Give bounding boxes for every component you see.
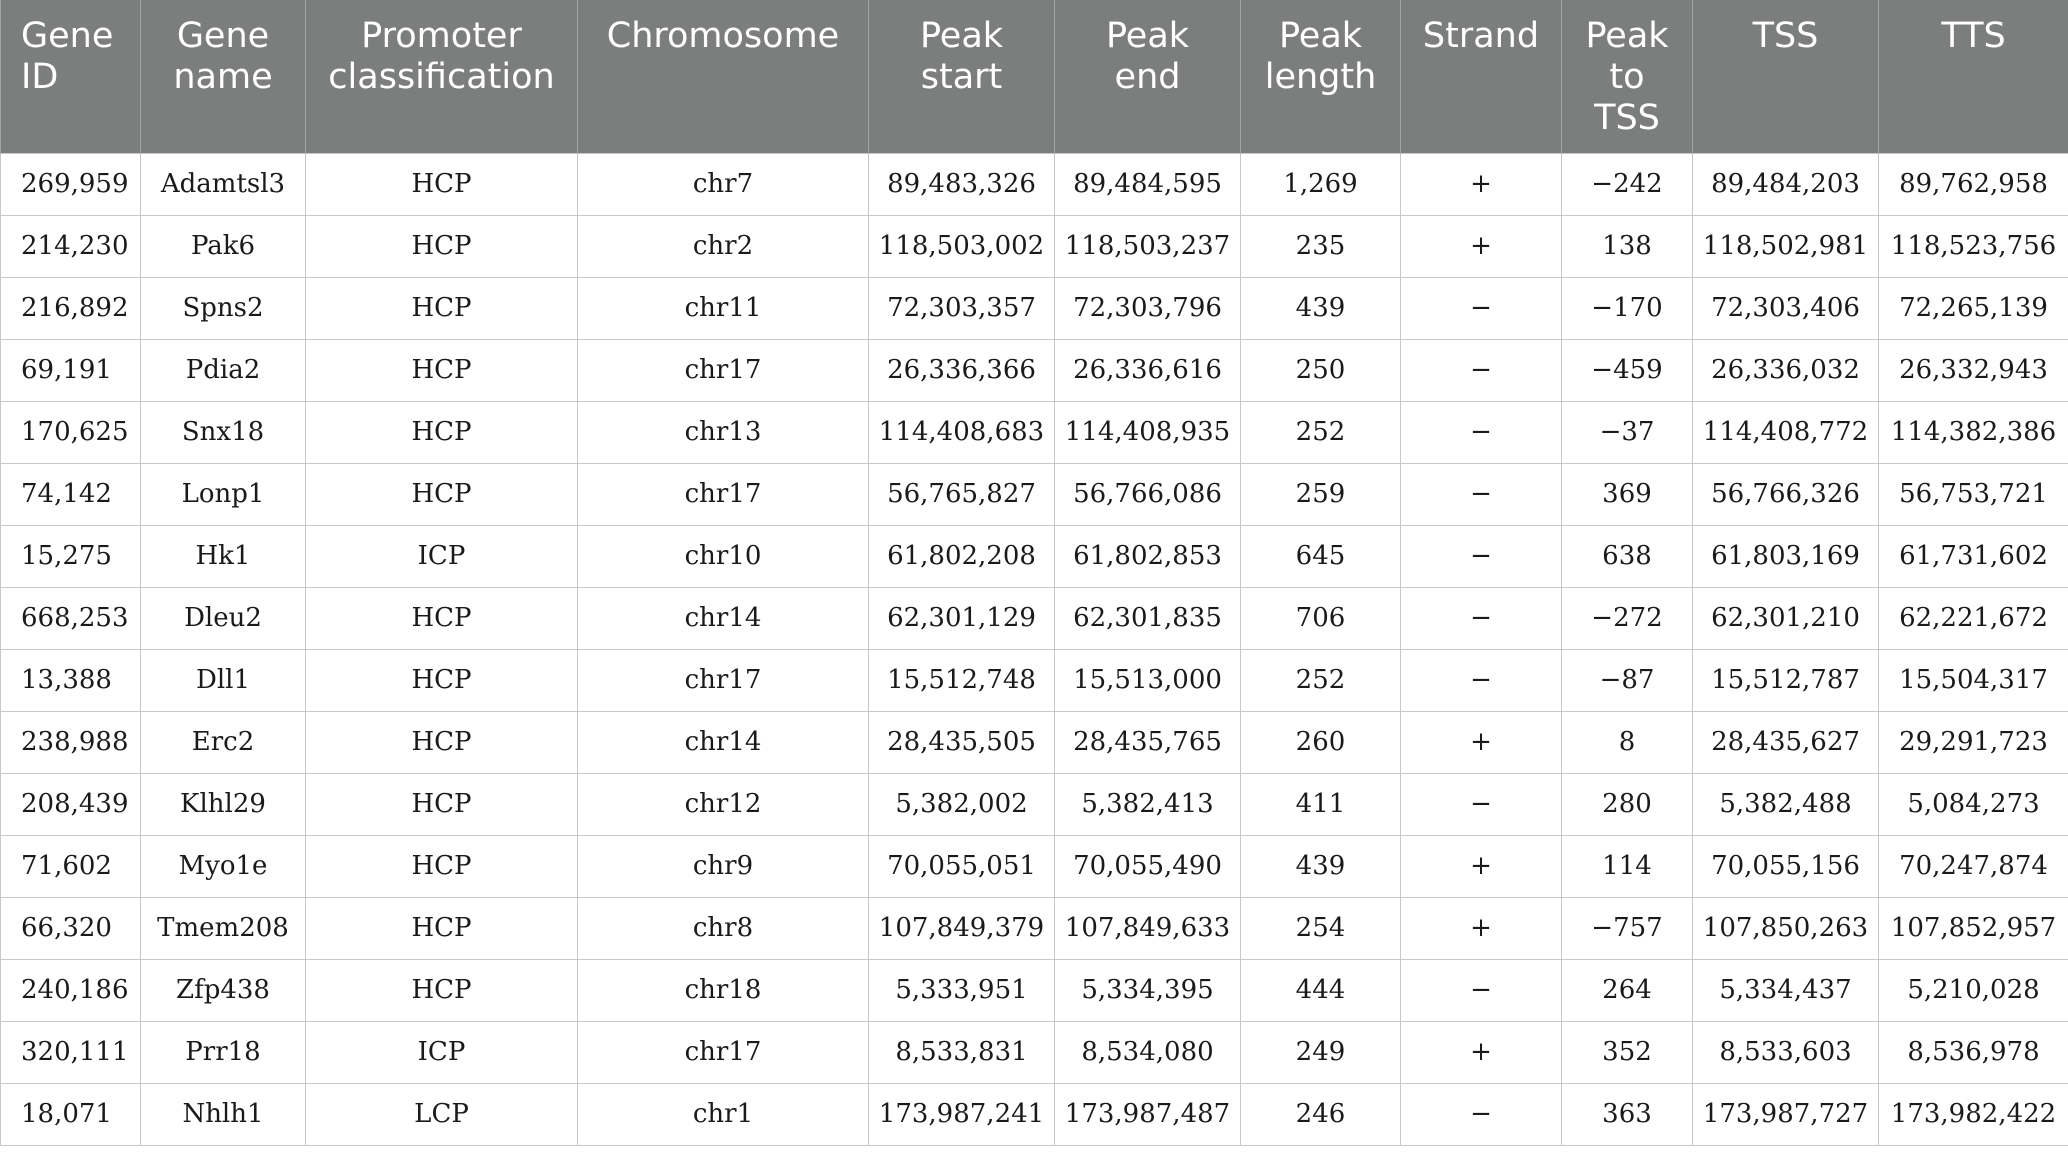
- cell-tss: 8,533,603: [1693, 1021, 1879, 1083]
- cell-peak-to-tss: 138: [1562, 215, 1693, 277]
- cell-strand: −: [1401, 339, 1562, 401]
- cell-tss: 5,382,488: [1693, 773, 1879, 835]
- cell-gene-name: Spns2: [141, 277, 306, 339]
- cell-tss: 118,502,981: [1693, 215, 1879, 277]
- cell-peak-end: 56,766,086: [1055, 463, 1241, 525]
- cell-gene-name: Lonp1: [141, 463, 306, 525]
- cell-peak-length: 252: [1241, 401, 1401, 463]
- cell-peak-start: 61,802,208: [869, 525, 1055, 587]
- cell-promoter-classification: HCP: [306, 649, 578, 711]
- cell-chromosome: chr18: [578, 959, 869, 1021]
- cell-peak-to-tss: 369: [1562, 463, 1693, 525]
- cell-gene-id: 66,320: [1, 897, 141, 959]
- cell-peak-length: 259: [1241, 463, 1401, 525]
- cell-chromosome: chr2: [578, 215, 869, 277]
- cell-gene-id: 320,111: [1, 1021, 141, 1083]
- cell-tss: 72,303,406: [1693, 277, 1879, 339]
- table-row: [1, 525, 2068, 587]
- cell-promoter-classification: HCP: [306, 215, 578, 277]
- cell-gene-name: Adamtsl3: [141, 153, 306, 215]
- table-row: [1, 463, 2068, 525]
- cell-gene-id: 74,142: [1, 463, 141, 525]
- col-header-chromosome: Chromosome: [578, 0, 869, 153]
- cell-chromosome: chr17: [578, 649, 869, 711]
- cell-promoter-classification: HCP: [306, 463, 578, 525]
- cell-promoter-classification: HCP: [306, 153, 578, 215]
- cell-gene-id: 15,275: [1, 525, 141, 587]
- cell-promoter-classification: HCP: [306, 401, 578, 463]
- cell-peak-to-tss: −37: [1562, 401, 1693, 463]
- cell-peak-length: 252: [1241, 649, 1401, 711]
- cell-peak-length: 235: [1241, 215, 1401, 277]
- cell-promoter-classification: HCP: [306, 587, 578, 649]
- cell-chromosome: chr1: [578, 1083, 869, 1145]
- cell-strand: −: [1401, 525, 1562, 587]
- cell-tss: 89,484,203: [1693, 153, 1879, 215]
- cell-gene-name: Hk1: [141, 525, 306, 587]
- cell-strand: +: [1401, 711, 1562, 773]
- cell-tts: 107,852,957: [1879, 897, 2068, 959]
- cell-chromosome: chr7: [578, 153, 869, 215]
- cell-strand: −: [1401, 649, 1562, 711]
- table-row: [1, 835, 2068, 897]
- cell-strand: −: [1401, 277, 1562, 339]
- cell-peak-length: 706: [1241, 587, 1401, 649]
- table-row: [1, 153, 2068, 215]
- cell-peak-to-tss: −459: [1562, 339, 1693, 401]
- cell-peak-end: 118,503,237: [1055, 215, 1241, 277]
- cell-tss: 114,408,772: [1693, 401, 1879, 463]
- cell-peak-to-tss: 8: [1562, 711, 1693, 773]
- cell-tss: 28,435,627: [1693, 711, 1879, 773]
- cell-peak-length: 439: [1241, 835, 1401, 897]
- cell-peak-length: 260: [1241, 711, 1401, 773]
- col-header-peak-end: Peak end: [1055, 0, 1241, 153]
- table-row: [1, 1083, 2068, 1145]
- cell-peak-end: 5,382,413: [1055, 773, 1241, 835]
- cell-chromosome: chr17: [578, 1021, 869, 1083]
- cell-peak-length: 1,269: [1241, 153, 1401, 215]
- cell-peak-to-tss: 638: [1562, 525, 1693, 587]
- cell-promoter-classification: HCP: [306, 897, 578, 959]
- table-row: [1, 1021, 2068, 1083]
- cell-gene-name: Erc2: [141, 711, 306, 773]
- cell-peak-end: 72,303,796: [1055, 277, 1241, 339]
- cell-tts: 5,084,273: [1879, 773, 2068, 835]
- table-row: [1, 401, 2068, 463]
- col-header-gene-id: Gene ID: [1, 0, 141, 153]
- cell-tts: 8,536,978: [1879, 1021, 2068, 1083]
- cell-peak-end: 114,408,935: [1055, 401, 1241, 463]
- cell-tss: 56,766,326: [1693, 463, 1879, 525]
- cell-strand: +: [1401, 215, 1562, 277]
- cell-gene-id: 208,439: [1, 773, 141, 835]
- cell-chromosome: chr8: [578, 897, 869, 959]
- col-header-strand: Strand: [1401, 0, 1562, 153]
- cell-peak-start: 15,512,748: [869, 649, 1055, 711]
- cell-peak-to-tss: −242: [1562, 153, 1693, 215]
- cell-peak-end: 61,802,853: [1055, 525, 1241, 587]
- cell-strand: −: [1401, 1083, 1562, 1145]
- cell-tss: 70,055,156: [1693, 835, 1879, 897]
- cell-strand: −: [1401, 401, 1562, 463]
- cell-chromosome: chr14: [578, 587, 869, 649]
- table-row: [1, 773, 2068, 835]
- cell-peak-start: 89,483,326: [869, 153, 1055, 215]
- cell-promoter-classification: ICP: [306, 525, 578, 587]
- cell-tss: 62,301,210: [1693, 587, 1879, 649]
- cell-gene-name: Tmem208: [141, 897, 306, 959]
- cell-tts: 114,382,386: [1879, 401, 2068, 463]
- cell-gene-name: Dll1: [141, 649, 306, 711]
- cell-peak-start: 118,503,002: [869, 215, 1055, 277]
- cell-tss: 107,850,263: [1693, 897, 1879, 959]
- col-header-peak-length: Peak length: [1241, 0, 1401, 153]
- cell-gene-name: Pak6: [141, 215, 306, 277]
- cell-chromosome: chr10: [578, 525, 869, 587]
- cell-tss: 15,512,787: [1693, 649, 1879, 711]
- cell-tts: 5,210,028: [1879, 959, 2068, 1021]
- cell-gene-name: Prr18: [141, 1021, 306, 1083]
- cell-peak-start: 56,765,827: [869, 463, 1055, 525]
- cell-chromosome: chr13: [578, 401, 869, 463]
- cell-tss: 5,334,437: [1693, 959, 1879, 1021]
- cell-strand: +: [1401, 897, 1562, 959]
- cell-tts: 70,247,874: [1879, 835, 2068, 897]
- cell-peak-to-tss: 352: [1562, 1021, 1693, 1083]
- cell-promoter-classification: ICP: [306, 1021, 578, 1083]
- cell-peak-end: 70,055,490: [1055, 835, 1241, 897]
- cell-gene-name: Dleu2: [141, 587, 306, 649]
- table-body: [1, 153, 2068, 1145]
- cell-tts: 72,265,139: [1879, 277, 2068, 339]
- cell-peak-end: 8,534,080: [1055, 1021, 1241, 1083]
- cell-peak-length: 444: [1241, 959, 1401, 1021]
- cell-promoter-classification: HCP: [306, 773, 578, 835]
- table-row: [1, 277, 2068, 339]
- cell-gene-id: 668,253: [1, 587, 141, 649]
- cell-peak-end: 107,849,633: [1055, 897, 1241, 959]
- table-row: [1, 215, 2068, 277]
- cell-peak-length: 645: [1241, 525, 1401, 587]
- cell-strand: +: [1401, 153, 1562, 215]
- cell-peak-length: 439: [1241, 277, 1401, 339]
- cell-chromosome: chr14: [578, 711, 869, 773]
- table-row: [1, 959, 2068, 1021]
- cell-peak-end: 28,435,765: [1055, 711, 1241, 773]
- col-header-tts: TTS: [1879, 0, 2068, 153]
- cell-strand: +: [1401, 1021, 1562, 1083]
- cell-peak-end: 15,513,000: [1055, 649, 1241, 711]
- cell-gene-id: 71,602: [1, 835, 141, 897]
- cell-peak-start: 107,849,379: [869, 897, 1055, 959]
- cell-gene-id: 170,625: [1, 401, 141, 463]
- cell-chromosome: chr11: [578, 277, 869, 339]
- cell-peak-end: 26,336,616: [1055, 339, 1241, 401]
- cell-tts: 61,731,602: [1879, 525, 2068, 587]
- cell-peak-to-tss: 280: [1562, 773, 1693, 835]
- cell-tss: 61,803,169: [1693, 525, 1879, 587]
- cell-peak-to-tss: 363: [1562, 1083, 1693, 1145]
- cell-promoter-classification: HCP: [306, 835, 578, 897]
- cell-tts: 26,332,943: [1879, 339, 2068, 401]
- cell-peak-start: 70,055,051: [869, 835, 1055, 897]
- cell-peak-to-tss: 114: [1562, 835, 1693, 897]
- cell-peak-start: 8,533,831: [869, 1021, 1055, 1083]
- cell-peak-length: 250: [1241, 339, 1401, 401]
- cell-gene-name: Myo1e: [141, 835, 306, 897]
- cell-tts: 62,221,672: [1879, 587, 2068, 649]
- cell-tts: 89,762,958: [1879, 153, 2068, 215]
- cell-strand: −: [1401, 959, 1562, 1021]
- col-header-peak-start: Peak start: [869, 0, 1055, 153]
- cell-promoter-classification: HCP: [306, 959, 578, 1021]
- cell-tss: 173,987,727: [1693, 1083, 1879, 1145]
- cell-peak-start: 62,301,129: [869, 587, 1055, 649]
- table-row: [1, 897, 2068, 959]
- cell-peak-to-tss: −272: [1562, 587, 1693, 649]
- cell-strand: −: [1401, 773, 1562, 835]
- cell-tts: 29,291,723: [1879, 711, 2068, 773]
- cell-promoter-classification: LCP: [306, 1083, 578, 1145]
- cell-gene-id: 69,191: [1, 339, 141, 401]
- cell-peak-start: 5,333,951: [869, 959, 1055, 1021]
- table-row: [1, 711, 2068, 773]
- cell-gene-id: 216,892: [1, 277, 141, 339]
- cell-gene-id: 269,959: [1, 153, 141, 215]
- table-row: [1, 649, 2068, 711]
- cell-chromosome: chr9: [578, 835, 869, 897]
- table-row: [1, 339, 2068, 401]
- cell-gene-name: Zfp438: [141, 959, 306, 1021]
- cell-promoter-classification: HCP: [306, 339, 578, 401]
- cell-promoter-classification: HCP: [306, 277, 578, 339]
- cell-peak-length: 246: [1241, 1083, 1401, 1145]
- col-header-gene-name: Gene name: [141, 0, 306, 153]
- col-header-promoter-classification: Promoter classification: [306, 0, 578, 153]
- cell-strand: −: [1401, 463, 1562, 525]
- cell-gene-id: 214,230: [1, 215, 141, 277]
- cell-peak-start: 26,336,366: [869, 339, 1055, 401]
- cell-chromosome: chr17: [578, 463, 869, 525]
- cell-tts: 56,753,721: [1879, 463, 2068, 525]
- cell-chromosome: chr12: [578, 773, 869, 835]
- cell-peak-start: 28,435,505: [869, 711, 1055, 773]
- cell-gene-name: Nhlh1: [141, 1083, 306, 1145]
- cell-peak-to-tss: −757: [1562, 897, 1693, 959]
- cell-gene-name: Pdia2: [141, 339, 306, 401]
- header-row: [1, 0, 2068, 153]
- cell-peak-to-tss: −170: [1562, 277, 1693, 339]
- col-header-peak-to-tss: Peak to TSS: [1562, 0, 1693, 153]
- cell-chromosome: chr17: [578, 339, 869, 401]
- cell-peak-start: 114,408,683: [869, 401, 1055, 463]
- cell-tts: 15,504,317: [1879, 649, 2068, 711]
- cell-strand: −: [1401, 587, 1562, 649]
- cell-peak-length: 254: [1241, 897, 1401, 959]
- cell-peak-end: 5,334,395: [1055, 959, 1241, 1021]
- cell-peak-to-tss: 264: [1562, 959, 1693, 1021]
- col-header-tss: TSS: [1693, 0, 1879, 153]
- cell-peak-end: 89,484,595: [1055, 153, 1241, 215]
- cell-strand: +: [1401, 835, 1562, 897]
- cell-gene-id: 18,071: [1, 1083, 141, 1145]
- cell-peak-length: 411: [1241, 773, 1401, 835]
- cell-gene-id: 238,988: [1, 711, 141, 773]
- cell-tss: 26,336,032: [1693, 339, 1879, 401]
- cell-tts: 173,982,422: [1879, 1083, 2068, 1145]
- cell-peak-end: 62,301,835: [1055, 587, 1241, 649]
- cell-peak-start: 173,987,241: [869, 1083, 1055, 1145]
- cell-peak-end: 173,987,487: [1055, 1083, 1241, 1145]
- cell-peak-length: 249: [1241, 1021, 1401, 1083]
- cell-promoter-classification: HCP: [306, 711, 578, 773]
- cell-tts: 118,523,756: [1879, 215, 2068, 277]
- cell-gene-id: 13,388: [1, 649, 141, 711]
- cell-peak-start: 5,382,002: [869, 773, 1055, 835]
- cell-peak-to-tss: −87: [1562, 649, 1693, 711]
- table-row: [1, 587, 2068, 649]
- cell-gene-id: 240,186: [1, 959, 141, 1021]
- cell-gene-name: Klhl29: [141, 773, 306, 835]
- cell-gene-name: Snx18: [141, 401, 306, 463]
- cell-peak-start: 72,303,357: [869, 277, 1055, 339]
